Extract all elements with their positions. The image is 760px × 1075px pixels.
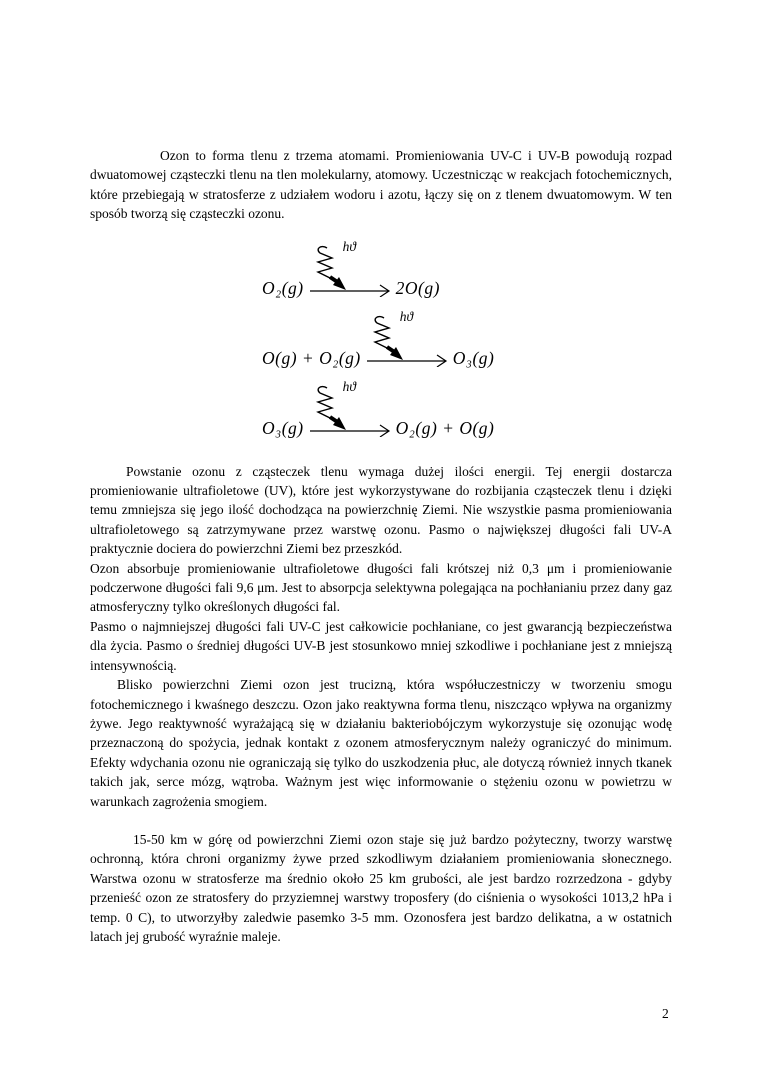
reaction-arrow-icon — [366, 351, 448, 367]
paragraph-absorption: Ozon absorbuje promieniowanie ultrafioletowe długości fali krótszej niż 0,3 μm i promieniowanie podczerwone długości fali 9,6 μm. Jest to absorpcja selektywna polegająca na pochłanianiu przez dany gaz atmosferyczny tylko określonych długości fal. — [90, 560, 672, 615]
equation-2 — [262, 309, 672, 374]
equation-1 — [262, 239, 672, 304]
paragraph-intro: Ozon to forma tlenu z trzema atomami. Promieniowania UV-C i UV-B powodują rozpad dwuatomowej cząsteczki tlenu na tlen molekularny, atomowy. Uczestnicząc w reakcjach fotochemicznych, które przebiegają w stratosferze z udziałem wodoru i azotu, łączy się on z tlenem dwuatomowym. W ten sposób tworzą się cząsteczki ozonu. — [90, 148, 672, 222]
equation-1-lhs: O₂(g) — [262, 277, 304, 298]
reaction-arrow-icon — [309, 281, 391, 297]
equation-1-rhs: 2O(g) — [395, 277, 440, 298]
reaction-arrow-icon — [309, 421, 391, 437]
reaction-arrow-1 — [309, 239, 391, 297]
photon-energy-label: hϑ — [399, 309, 414, 325]
photon-energy-label: hϑ — [342, 239, 357, 255]
equations-block — [90, 239, 672, 444]
page-content — [90, 146, 672, 946]
equation-3-lhs: O₃(g) — [262, 417, 304, 438]
reaction-arrow-2 — [366, 309, 448, 367]
paragraph-ground-ozone: Blisko powierzchni Ziemi ozon jest trucizną, która współuczestniczy w tworzeniu smogu fotochemicznego i kwaśnego deszczu. Ozon jako reaktywna forma tlenu, niszcząco wpływa na organizmy żywe. Jego reaktywność wyrażającą się w działaniu bakteriobójczym wykorzystuje się ozonując wodę przeznaczoną do spożycia, jednak kontakt z ozonem atmosferycznym należy ograniczyć do minimum. Efekty wdychania ozonu nie ograniczają się tylko do uszkodzenia płuc, ale dotyczą również innych tkanek takich jak, serce mózg, wątroba. Ważnym jest więc informowanie o stężeniu ozonu w powietrzu w warunkach zagrożenia smogiem. — [90, 677, 672, 809]
paragraph-stratosphere: 15-50 km w górę od powierzchni Ziemi ozon staje się już bardzo pożyteczny, tworzy warstwę ochronną, która chroni organizmy żywe przed szkodliwym działaniem promieniowania słonecznego. Warstwa ozonu w stratosferze ma średnio około 25 km grubości, ale jest bardzo rozrzedzona - gdyby przenieść ozon ze stratosfery do przyziemnej warstwy troposfery (do ciśnienia o wysokości 1013,2 hPa i temp. 0 C), to utworzyłby zaledwie pasemko 3-5 mm. Ozonosfera jest bardzo delikatna, a w ostatnich latach jej grubość wyraźnie maleje. — [90, 831, 672, 944]
equation-2-lhs: O(g) + O₂(g) — [262, 347, 361, 368]
paragraph-energy: Powstanie ozonu z cząsteczek tlenu wymaga dużej ilości energii. Tej energii dostarcza promieniowanie ultrafioletowe (UV), które jest wykorzystywane do rozbijania cząsteczek tlenu i dzięki temu zmniejsza się jego ilość dochodząca na powierzchnię Ziemi. Nie wszystkie pasma promieniowania ultrafioletowego są zatrzymywane przez warstwę ozonu. Pasmo o największej długości fali UV-A praktycznie dociera do powierzchni Ziemi bez przeszkód. — [90, 463, 672, 557]
reaction-arrow-3 — [309, 379, 391, 437]
equation-3 — [262, 379, 672, 444]
equation-2-rhs: O₃(g) — [452, 347, 495, 368]
equation-3-rhs: O₂(g) + O(g) — [395, 417, 495, 438]
photon-energy-label: hϑ — [342, 379, 357, 395]
paragraph-uvc-uvb: Pasmo o najmniejszej długości fali UV-C jest całkowicie pochłaniane, co jest gwarancją bezpieczeństwa dla życia. Pasmo o średniej długości UV-B jest stosunkowo mniej szkodliwe i pochłaniane jest z mniejszą intensywnością. — [90, 618, 672, 673]
page-number: 2 — [662, 1006, 669, 1021]
